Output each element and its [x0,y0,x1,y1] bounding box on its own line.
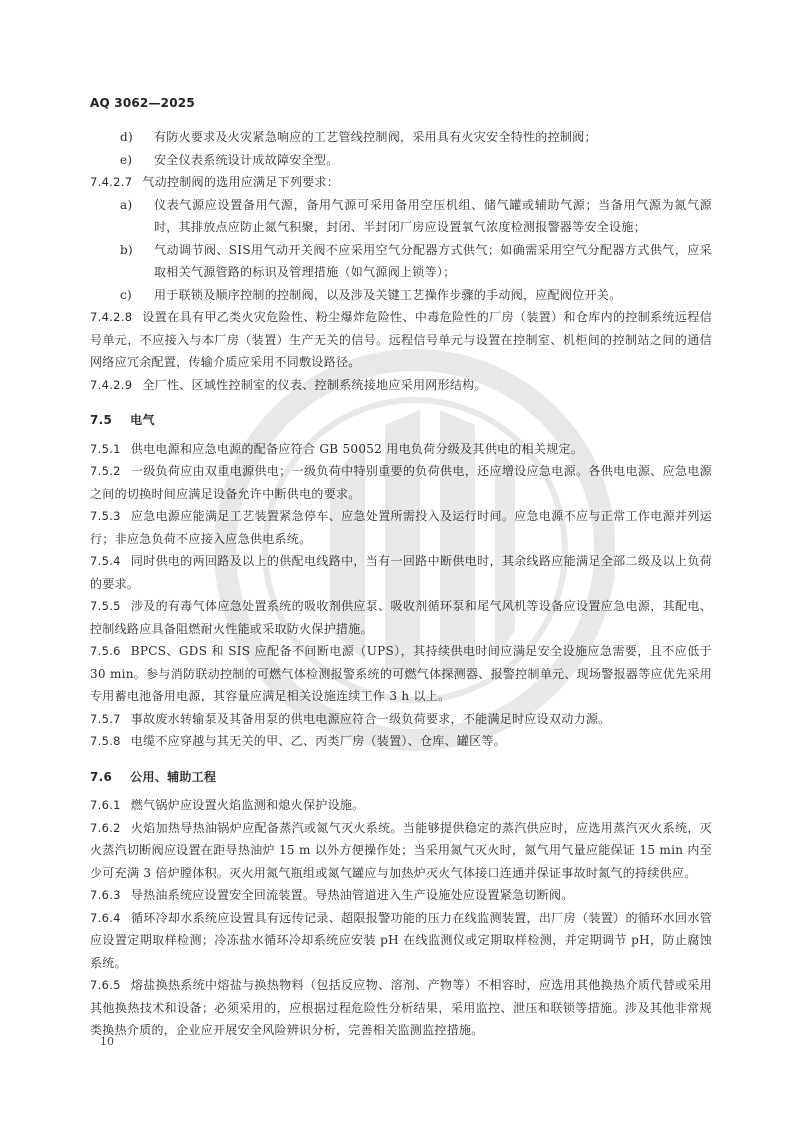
clause-number: 7.5.1 [90,441,121,456]
clause-7-4-2-7 [90,171,712,194]
clause-number: 7.6.1 [90,798,121,812]
clause [90,708,712,731]
list-item-text: 安全仪表系统设计成故障安全型。 [154,152,339,167]
list-item-text: 有防火要求及火灾紧急响应的工艺管线控制阀，采用具有火灾安全特性的控制阀； [154,130,597,144]
list-item [90,149,712,172]
clause-number: 7.5.2 [90,464,121,478]
clause-text: 全厂性、区域性控制室的仪表、控制系统接地应采用网形结构。 [142,377,487,392]
clause-number: 7.6.3 [90,888,121,902]
list-item-text: 仪表气源应设置备用气源，备用气源可采用备用空压机组、储气罐或辅助气源；当备用气源为氮气源时，其排放点应防止氮气积聚，封闭、半封闭厂房应设置氧气浓度检测报警器等安全设施； [154,197,712,234]
page-number: 10 [100,1035,114,1048]
clause [90,730,712,753]
list-item [90,126,712,149]
section-heading-7-5 [90,409,712,432]
clause-text: 事故废水转输泵及其备用泵的供电电源应符合一级负荷要求，不能满足时应设双动力源。 [130,711,611,726]
clause [90,817,712,885]
clause-text: 同时供电的两回路及以上的供配电线路中，当有一回路中断供电时，其余线路应能满足全部二级及以上负荷的要求。 [90,554,712,591]
clause-text: 导热油系统应设置安全回流装置。导热油管道进入生产设施处应设置紧急切断阀。 [130,888,574,902]
clause-text: BPCS、GDS 和 SIS 应配备不间断电源（UPS），其持续供电时间应满足安全设施应急需要，且不应低于 30 min。参与消防联动控制的可燃气体检测报警系统的可燃气体探测器、报警控制单元、现场警报器等应优先采用专用蓄电池备用电源，其容量应满足相关设施连续工作 3 h 以上。 [90,644,712,703]
clause-7-4-2-8 [90,306,712,374]
clause-text: 循环冷却水系统应设置具有远传记录、超限报警功能的压力在线监测装置，出厂房（装置）的循环水回水管应设置定期取样检测；冷冻盐水循环冷却系统应安装 pH 在线监测仪或定期取样检测，并定期调节 pH，防止腐蚀系统。 [90,910,712,970]
section-number: 7.5 [90,413,113,427]
clause [90,884,712,907]
list-item [90,284,712,307]
clause-number: 7.4.2.7 [90,175,133,189]
document-body [90,126,712,1042]
document-code-header: AQ 3062—2025 [90,96,195,110]
clause [90,640,712,708]
clause [90,907,712,975]
list-item-label: a) [120,197,133,212]
list-item [90,194,712,239]
clause-number: 7.5.8 [90,734,121,748]
clause [90,505,712,550]
clause-number: 7.6.4 [90,910,121,925]
clause-text: 一级负荷应由双重电源供电；一级负荷中特别重要的负荷供电，还应增设应急电源。各供电电源、应急电源之间的切换时间应满足设备允许中断供电的要求。 [90,464,712,501]
clause-number: 7.5.6 [90,644,121,658]
list-item-label: d) [120,130,133,144]
clause-number: 7.5.3 [90,509,121,523]
clause-number: 7.6.2 [90,820,121,835]
clause-number: 7.4.2.8 [90,310,133,324]
clause-text: 燃气锅炉应设置火焰监测和熄火保护设施。 [130,798,365,812]
clause [90,794,712,817]
clause-text: 电缆不应穿越与其无关的甲、乙、丙类厂房（装置）、仓库、罐区等。 [130,734,507,748]
section-number: 7.6 [90,769,113,784]
clause-text: 供电电源和应急电源的配备应符合 GB 50052 用电负荷分级及其供电的相关规定。 [130,441,584,456]
clause-number: 7.5.7 [90,711,121,726]
clause-text: 设置在具有甲乙类火灾危险性、粉尘爆炸危险性、中毒危险性的厂房（装置）和仓库内的控制系统远程信号单元，不应接入与本厂房（装置）生产无关的信号。远程信号单元与设置在控制室、机柜间的控制站之间的通信网络应冗余配置，传输介质应采用不同敷设路径。 [90,310,712,369]
list-item-label: e) [120,152,133,167]
list-item [90,239,712,284]
clause-7-4-2-9 [90,374,712,397]
clause [90,974,712,1042]
clause-text: 气动控制阀的选用应满足下列要求： [142,175,340,189]
clause-number: 7.4.2.9 [90,377,133,392]
clause [90,595,712,640]
clause [90,438,712,461]
section-title: 公用、辅助工程 [130,769,217,784]
clause-text: 应急电源应能满足工艺装置紧急停车、应急处置所需投入及运行时间。应急电源不应与正常工作电源并列运行；非应急负荷不应接入应急供电系统。 [90,509,712,546]
clause [90,550,712,595]
clause-text: 火焰加热导热油锅炉应配备蒸汽或氮气灭火系统。当能够提供稳定的蒸汽供应时，应选用蒸汽灭火系统，灭火蒸汽切断阀应设置在距导热油炉 15 m 以外方便操作处；当采用氮气灭火时，氮气用气量应能保证 15 min 内至少可充满 3 倍炉膛体积。灭火用氮气瓶组或氮气罐应与加热炉灭火气体接口连通并保证事故时氮气的持续供应。 [90,820,712,880]
list-item-label: c) [120,287,133,302]
clause-text: 涉及的有毒气体应急处置系统的吸收剂供应泵、吸收剂循环泵和尾气风机等设备应设置应急电源，其配电、控制线路应具备阻燃耐火性能或采取防火保护措施。 [90,599,712,636]
list-item-text: 用于联锁及顺序控制的控制阀，以及涉及关键工艺操作步骤的手动阀，应配阀位开关。 [154,287,622,302]
clause-number: 7.5.5 [90,599,121,613]
clause-text: 熔盐换热系统中熔盐与换热物料（包括反应物、溶剂、产物等）不相容时，应选用其他换热介质代替或采用其他换热技术和设备；必须采用的，应根据过程危险性分析结果，采用监控、泄压和联锁等措施。涉及其他非常规类换热介质的，企业应开展安全风险辨识分析，完善相关监测监控措施。 [90,978,712,1037]
clause-number: 7.6.5 [90,978,121,992]
clause [90,460,712,505]
list-item-text: 气动调节阀、SIS用气动开关阀不应采用空气分配器方式供气；如确需采用空气分配器方式供气，应采取相关气源管路的标识及管理措施（如气源阀上锁等）； [154,242,712,279]
clause-number: 7.5.4 [90,554,121,568]
list-item-label: b) [120,242,133,257]
section-heading-7-6 [90,766,712,789]
section-title: 电气 [130,413,155,427]
